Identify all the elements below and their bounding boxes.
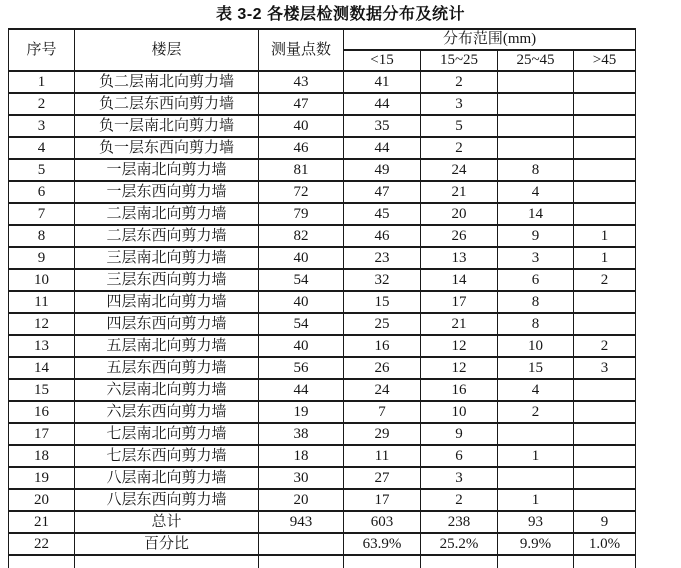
cell-measurement-points: 81	[259, 159, 344, 181]
cell-bin-15-25: 12	[421, 357, 498, 379]
cell-bin-25-45: 1	[498, 445, 574, 467]
cell-measurement-points: 79	[259, 203, 344, 225]
cell-measurement-points: 44	[259, 379, 344, 401]
cell-floor: 六层东西向剪力墙	[75, 401, 259, 423]
cell-bin-15-25: 6	[421, 445, 498, 467]
cell-bin-25-45: 9	[498, 225, 574, 247]
cell-bin-15-25: 2	[421, 71, 498, 93]
cell-serial-number: 6	[9, 181, 75, 203]
cell-bin-lt15: 29	[344, 423, 421, 445]
table-row	[9, 467, 636, 489]
header-bin-lt15: <15	[344, 50, 421, 71]
cell-serial-number	[9, 555, 75, 568]
cell-measurement-points: 40	[259, 291, 344, 313]
cell-bin-gt45: 1	[574, 247, 636, 269]
cell-serial-number: 4	[9, 137, 75, 159]
cell-bin-25-45	[498, 467, 574, 489]
cell-bin-gt45	[574, 401, 636, 423]
table-row	[9, 445, 636, 467]
cell-floor: 七层东西向剪力墙	[75, 445, 259, 467]
cell-bin-25-45: 6	[498, 269, 574, 291]
cell-floor: 五层南北向剪力墙	[75, 335, 259, 357]
cell-serial-number: 15	[9, 379, 75, 401]
header-bin-gt45: >45	[574, 50, 636, 71]
cell-bin-15-25: 17	[421, 291, 498, 313]
cell-floor: 四层东西向剪力墙	[75, 313, 259, 335]
cell-bin-15-25: 16	[421, 379, 498, 401]
cell-floor: 总计	[75, 511, 259, 533]
table-row	[9, 335, 636, 357]
table-row	[9, 423, 636, 445]
cell-serial-number: 9	[9, 247, 75, 269]
header-floor: 楼层	[75, 29, 259, 71]
table-row	[9, 93, 636, 115]
cell-bin-15-25: 10	[421, 401, 498, 423]
cell-bin-15-25: 21	[421, 181, 498, 203]
table-row	[9, 159, 636, 181]
cell-serial-number: 7	[9, 203, 75, 225]
cell-serial-number: 11	[9, 291, 75, 313]
cell-floor: 三层南北向剪力墙	[75, 247, 259, 269]
cell-bin-lt15: 25	[344, 313, 421, 335]
cell-bin-lt15: 35	[344, 115, 421, 137]
cell-floor: 二层南北向剪力墙	[75, 203, 259, 225]
cell-floor: 负一层南北向剪力墙	[75, 115, 259, 137]
cell-bin-15-25: 5	[421, 115, 498, 137]
cell-measurement-points: 72	[259, 181, 344, 203]
table-row	[9, 71, 636, 93]
cell-bin-gt45: 9	[574, 511, 636, 533]
cell-serial-number: 5	[9, 159, 75, 181]
cell-floor: 负二层南北向剪力墙	[75, 71, 259, 93]
cell-bin-lt15: 17	[344, 489, 421, 511]
cell-measurement-points: 20	[259, 489, 344, 511]
table-row	[9, 401, 636, 423]
cell-bin-gt45	[574, 423, 636, 445]
cell-floor: 七层南北向剪力墙	[75, 423, 259, 445]
table-row	[9, 137, 636, 159]
cell-bin-25-45	[498, 137, 574, 159]
cell-measurement-points: 30	[259, 467, 344, 489]
cell-floor: 八层南北向剪力墙	[75, 467, 259, 489]
cell-bin-gt45	[574, 159, 636, 181]
cell-serial-number: 22	[9, 533, 75, 555]
table-title: 表 3-2 各楼层检测数据分布及统计	[215, 6, 466, 23]
cell-serial-number: 14	[9, 357, 75, 379]
cell-bin-gt45: 1	[574, 225, 636, 247]
cell-bin-25-45	[498, 93, 574, 115]
cell-bin-lt15: 603	[344, 511, 421, 533]
cell-measurement-points: 82	[259, 225, 344, 247]
cell-bin-25-45	[498, 115, 574, 137]
header-serial-number: 序号	[9, 29, 75, 71]
table-row	[9, 489, 636, 511]
cell-serial-number: 19	[9, 467, 75, 489]
cell-floor: 二层东西向剪力墙	[75, 225, 259, 247]
cell-floor: 一层东西向剪力墙	[75, 181, 259, 203]
cell-measurement-points	[259, 533, 344, 555]
cell-serial-number: 20	[9, 489, 75, 511]
cell-serial-number: 18	[9, 445, 75, 467]
cell-bin-gt45	[574, 93, 636, 115]
cell-bin-15-25: 20	[421, 203, 498, 225]
table-header	[9, 29, 636, 71]
cell-serial-number: 3	[9, 115, 75, 137]
cell-bin-gt45: 1.0%	[574, 533, 636, 555]
cell-bin-lt15: 63.9%	[344, 533, 421, 555]
header-measurement-points: 测量点数	[259, 29, 344, 71]
cell-serial-number: 16	[9, 401, 75, 423]
cell-bin-15-25: 14	[421, 269, 498, 291]
cell-floor: 一层南北向剪力墙	[75, 159, 259, 181]
cell-bin-25-45: 9.9%	[498, 533, 574, 555]
cell-bin-25-45: 10	[498, 335, 574, 357]
data-table	[8, 28, 636, 568]
cell-bin-15-25: 12	[421, 335, 498, 357]
cell-bin-gt45	[574, 489, 636, 511]
cell-bin-lt15: 24	[344, 379, 421, 401]
cell-floor: 八层东西向剪力墙	[75, 489, 259, 511]
cell-floor: 负一层东西向剪力墙	[75, 137, 259, 159]
cell-bin-lt15: 46	[344, 225, 421, 247]
cell-bin-lt15: 44	[344, 93, 421, 115]
cell-measurement-points: 40	[259, 247, 344, 269]
cell-bin-25-45: 3	[498, 247, 574, 269]
cell-bin-gt45: 2	[574, 335, 636, 357]
cell-bin-gt45	[574, 181, 636, 203]
cell-bin-25-45: 8	[498, 313, 574, 335]
cell-serial-number: 1	[9, 71, 75, 93]
cell-measurement-points: 54	[259, 313, 344, 335]
table-body	[9, 71, 636, 568]
cell-bin-25-45: 93	[498, 511, 574, 533]
cell-measurement-points: 47	[259, 93, 344, 115]
table-row	[9, 511, 636, 533]
cell-bin-15-25: 3	[421, 93, 498, 115]
table-row	[9, 247, 636, 269]
table-row	[9, 379, 636, 401]
cell-bin-gt45	[574, 203, 636, 225]
cell-serial-number: 2	[9, 93, 75, 115]
cell-bin-gt45	[574, 467, 636, 489]
cell-bin-15-25: 238	[421, 511, 498, 533]
cell-bin-gt45	[574, 291, 636, 313]
table-row	[9, 181, 636, 203]
cell-bin-lt15: 16	[344, 335, 421, 357]
cell-floor: 百分比	[75, 533, 259, 555]
cell-bin-gt45	[574, 71, 636, 93]
cell-bin-lt15: 44	[344, 137, 421, 159]
cell-floor: 六层南北向剪力墙	[75, 379, 259, 401]
cell-bin-25-45: 8	[498, 291, 574, 313]
cell-bin-lt15: 41	[344, 71, 421, 93]
cell-measurement-points: 943	[259, 511, 344, 533]
cell-bin-lt15: 23	[344, 247, 421, 269]
cell-serial-number: 10	[9, 269, 75, 291]
cell-bin-lt15: 7	[344, 401, 421, 423]
cell-serial-number: 21	[9, 511, 75, 533]
cell-bin-lt15: 47	[344, 181, 421, 203]
cell-bin-25-45	[498, 423, 574, 445]
cell-measurement-points: 40	[259, 335, 344, 357]
cell-measurement-points: 19	[259, 401, 344, 423]
cell-measurement-points: 43	[259, 71, 344, 93]
cell-floor: 负二层东西向剪力墙	[75, 93, 259, 115]
cell-measurement-points: 54	[259, 269, 344, 291]
cell-bin-25-45: 1	[498, 489, 574, 511]
cell-bin-15-25: 13	[421, 247, 498, 269]
cell-bin-15-25: 3	[421, 467, 498, 489]
cell-bin-lt15	[344, 555, 421, 568]
cell-bin-25-45	[498, 555, 574, 568]
cell-bin-25-45: 4	[498, 181, 574, 203]
cell-bin-gt45	[574, 137, 636, 159]
header-bin-25-45: 25~45	[498, 50, 574, 71]
cell-bin-gt45	[574, 379, 636, 401]
table-row	[9, 203, 636, 225]
table-row	[9, 291, 636, 313]
header-row-top	[9, 29, 636, 50]
cell-bin-lt15: 45	[344, 203, 421, 225]
cell-bin-gt45: 3	[574, 357, 636, 379]
cell-measurement-points: 38	[259, 423, 344, 445]
cell-bin-lt15: 49	[344, 159, 421, 181]
table-row	[9, 555, 636, 568]
table-row	[9, 533, 636, 555]
cell-bin-25-45	[498, 71, 574, 93]
cell-serial-number: 8	[9, 225, 75, 247]
cell-bin-gt45	[574, 555, 636, 568]
cell-serial-number: 12	[9, 313, 75, 335]
cell-bin-15-25: 21	[421, 313, 498, 335]
cell-bin-15-25: 9	[421, 423, 498, 445]
table-row	[9, 269, 636, 291]
cell-bin-25-45: 2	[498, 401, 574, 423]
cell-bin-gt45	[574, 115, 636, 137]
cell-bin-gt45	[574, 445, 636, 467]
table-row	[9, 357, 636, 379]
cell-bin-gt45: 2	[574, 269, 636, 291]
cell-bin-lt15: 11	[344, 445, 421, 467]
cell-bin-15-25: 26	[421, 225, 498, 247]
table-row	[9, 313, 636, 335]
cell-bin-15-25: 25.2%	[421, 533, 498, 555]
cell-bin-lt15: 26	[344, 357, 421, 379]
cell-measurement-points	[259, 555, 344, 568]
cell-bin-15-25: 2	[421, 137, 498, 159]
table-row	[9, 115, 636, 137]
cell-serial-number: 13	[9, 335, 75, 357]
cell-bin-25-45: 14	[498, 203, 574, 225]
cell-floor	[75, 555, 259, 568]
cell-floor: 四层南北向剪力墙	[75, 291, 259, 313]
cell-bin-15-25	[421, 555, 498, 568]
cell-bin-gt45	[574, 313, 636, 335]
cell-bin-25-45: 4	[498, 379, 574, 401]
cell-measurement-points: 56	[259, 357, 344, 379]
cell-serial-number: 17	[9, 423, 75, 445]
header-distribution-range: 分布范围(mm)	[344, 29, 636, 50]
header-bin-15-25: 15~25	[421, 50, 498, 71]
table-row	[9, 225, 636, 247]
cell-measurement-points: 40	[259, 115, 344, 137]
cell-bin-lt15: 32	[344, 269, 421, 291]
cell-floor: 三层东西向剪力墙	[75, 269, 259, 291]
cell-bin-25-45: 8	[498, 159, 574, 181]
cell-bin-15-25: 2	[421, 489, 498, 511]
cell-floor: 五层东西向剪力墙	[75, 357, 259, 379]
cell-bin-25-45: 15	[498, 357, 574, 379]
cell-bin-lt15: 15	[344, 291, 421, 313]
cell-measurement-points: 18	[259, 445, 344, 467]
cell-bin-15-25: 24	[421, 159, 498, 181]
cell-measurement-points: 46	[259, 137, 344, 159]
cell-bin-lt15: 27	[344, 467, 421, 489]
